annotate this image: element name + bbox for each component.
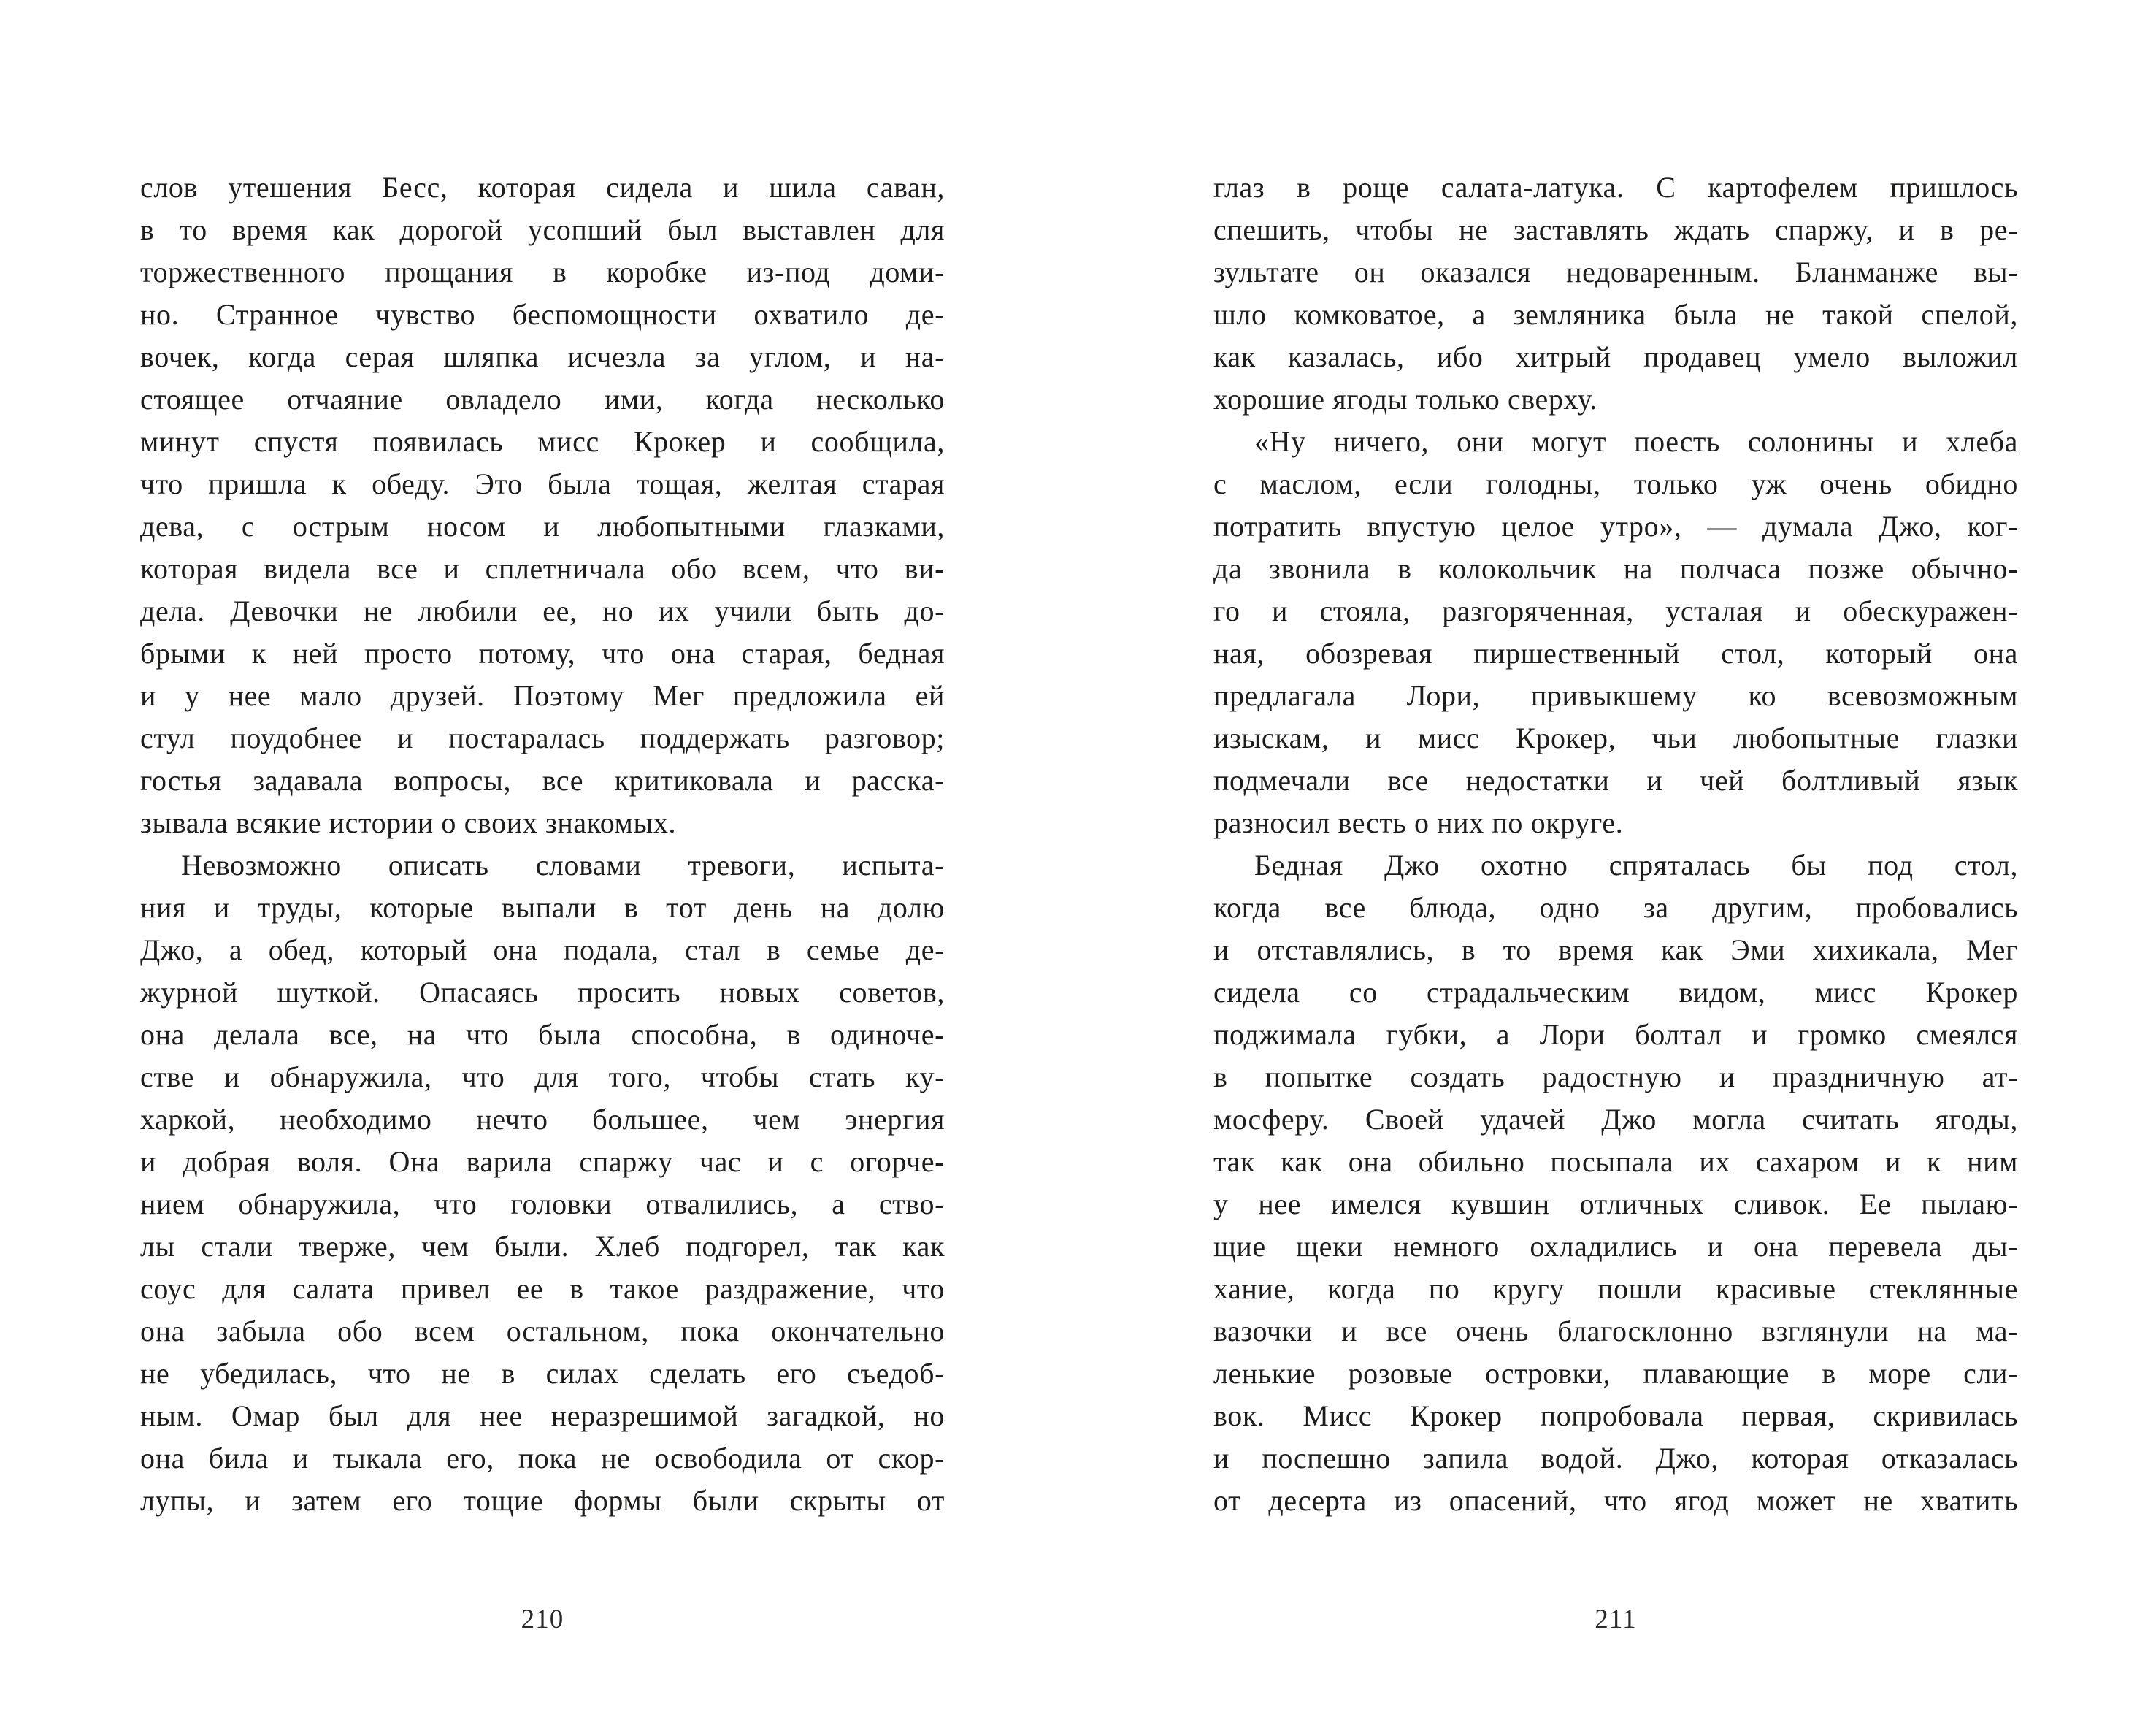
text-line: не убедилась, что не в силах сделать его съедоб- — [140, 1357, 945, 1390]
text-line: подмечали все недостатки и чей болтливый язык — [1213, 764, 2018, 797]
text-line: с маслом, если голодны, только уж очень обидно — [1213, 467, 2018, 500]
page-right-text — [1213, 167, 2018, 1522]
text-line: в то время как дорогой усопший был выставлен для — [140, 213, 945, 246]
text-line: она делала все, на что была способна, в одиноче- — [140, 1018, 945, 1051]
text-line: дела. Девочки не любили ее, но их учили быть до- — [140, 594, 945, 627]
text-line: мосферу. Своей удачей Джо могла считать ягоды, — [1213, 1103, 2018, 1136]
text-line: хание, когда по кругу пошли красивые стеклянные — [1213, 1272, 2018, 1305]
text-line: харкой, необходимо нечто большее, чем энергия — [140, 1103, 945, 1136]
text-line: хорошие ягоды только сверху. — [1213, 383, 1597, 416]
text-line: и добрая воля. Она варила спаржу час и с огорче- — [140, 1145, 945, 1178]
text-line: ным. Омар был для нее неразрешимой загадкой, но — [140, 1399, 945, 1432]
text-line: ния и труды, которые выпали в тот день на долю — [140, 891, 945, 924]
text-line: так как она обильно посыпала их сахаром и к ним — [1213, 1145, 2018, 1178]
text-line: нием обнаружила, что головки отвалились, а ство- — [140, 1187, 945, 1220]
text-line: дева, с острым носом и любопытными глазками, — [140, 510, 945, 543]
text-line: лупы, и затем его тощие формы были скрыты от — [140, 1484, 945, 1517]
text-line: ленькие розовые островки, плавающие в море сли- — [1213, 1357, 2018, 1390]
text-line: да звонила в колокольчик на полчаса позже обычно- — [1213, 552, 2018, 585]
text-line: и поспешно запила водой. Джо, которая отказалась — [1213, 1442, 2018, 1475]
text-line: она била и тыкала его, пока не освободила от скор- — [140, 1442, 945, 1475]
text-line: Джо, а обед, который она подала, стал в семье де- — [140, 933, 945, 966]
text-line: журной шуткой. Опасаясь просить новых советов, — [140, 976, 945, 1009]
page-number-left: 210 — [521, 1604, 564, 1634]
text-line: что пришла к обеду. Это была тощая, желтая старая — [140, 467, 945, 500]
text-line: предлагала Лори, привыкшему ко всевозможным — [1213, 679, 2018, 712]
text-line: как казалась, ибо хитрый продавец умело выложил — [1213, 340, 2018, 373]
text-line: потратить впустую целое утро», — думала Джо, ког- — [1213, 510, 2018, 543]
text-line: зывала всякие истории о своих знакомых. — [140, 806, 677, 839]
text-line: соус для салата привел ее в такое раздражение, что — [140, 1272, 945, 1305]
text-line: и у нее мало друзей. Поэтому Мег предложила ей — [140, 679, 945, 712]
text-line: минут спустя появилась мисс Крокер и сообщила, — [140, 425, 945, 458]
text-line: разносил весть о них по округе. — [1213, 806, 1624, 839]
text-line: поджимала губки, а Лори болтал и громко смеялся — [1213, 1018, 2018, 1051]
text-line: лы стали тверже, чем были. Хлеб подгорел, так как — [140, 1230, 945, 1263]
page-left — [140, 0, 945, 1725]
page-number-right: 211 — [1595, 1604, 1637, 1634]
text-line: изыскам, и мисс Крокер, чьи любопытные глазки — [1213, 722, 2018, 754]
text-line: спешить, чтобы не заставлять ждать спаржу, и в ре- — [1213, 213, 2018, 246]
text-line: Невозможно описать словами тревоги, испыта- — [181, 849, 945, 881]
text-line: она забыла обо всем остальном, пока окончательно — [140, 1315, 945, 1347]
text-line: Бедная Джо охотно спряталась бы под стол, — [1254, 849, 2018, 881]
text-line: и отставлялись, в то время как Эми хихикала, Мег — [1213, 933, 2018, 966]
text-line: сидела со страдальческим видом, мисс Крокер — [1213, 976, 2018, 1009]
text-line: стул поудобнее и постаралась поддержать разговор; — [140, 722, 945, 754]
text-line: которая видела все и сплетничала обо всем, что ви- — [140, 552, 945, 585]
text-line: когда все блюда, одно за другим, пробовались — [1213, 891, 2018, 924]
text-line: стоящее отчаяние овладело ими, когда несколько — [140, 383, 945, 416]
text-line: шло комковатое, а земляника была не такой спелой, — [1213, 298, 2018, 331]
text-line: го и стояла, разгоряченная, усталая и обескуражен- — [1213, 594, 2018, 627]
text-line: ная, обозревая пиршественный стол, который она — [1213, 637, 2018, 670]
text-line: брыми к ней просто потому, что она старая, бедная — [140, 637, 945, 670]
page-right — [1213, 0, 2018, 1725]
text-line: в попытке создать радостную и праздничную ат- — [1213, 1060, 2018, 1093]
page-left-text — [140, 167, 945, 1522]
text-line: глаз в роще салата-латука. С картофелем пришлось — [1213, 171, 2018, 204]
text-line: «Ну ничего, они могут поесть солонины и хлеба — [1254, 425, 2018, 458]
text-line: у нее имелся кувшин отличных сливок. Ее пылаю- — [1213, 1187, 2018, 1220]
text-line: вочек, когда серая шляпка исчезла за углом, и на- — [140, 340, 945, 373]
text-line: от десерта из опасений, что ягод может не хватить — [1213, 1484, 2018, 1517]
text-line: вок. Мисс Крокер попробовала первая, скривилась — [1213, 1399, 2018, 1432]
text-line: зультате он оказался недоваренным. Бланманже вы- — [1213, 256, 2018, 288]
text-line: гостья задавала вопросы, все критиковала и расска- — [140, 764, 945, 797]
text-line: слов утешения Бесс, которая сидела и шила саван, — [140, 171, 945, 204]
text-line: щие щеки немного охладились и она перевела ды- — [1213, 1230, 2018, 1263]
text-line: но. Странное чувство беспомощности охватило де- — [140, 298, 945, 331]
text-line: вазочки и все очень благосклонно взглянули на ма- — [1213, 1315, 2018, 1347]
text-line: стве и обнаружила, что для того, чтобы стать ку- — [140, 1060, 945, 1093]
text-line: торжественного прощания в коробке из-под доми- — [140, 256, 945, 288]
